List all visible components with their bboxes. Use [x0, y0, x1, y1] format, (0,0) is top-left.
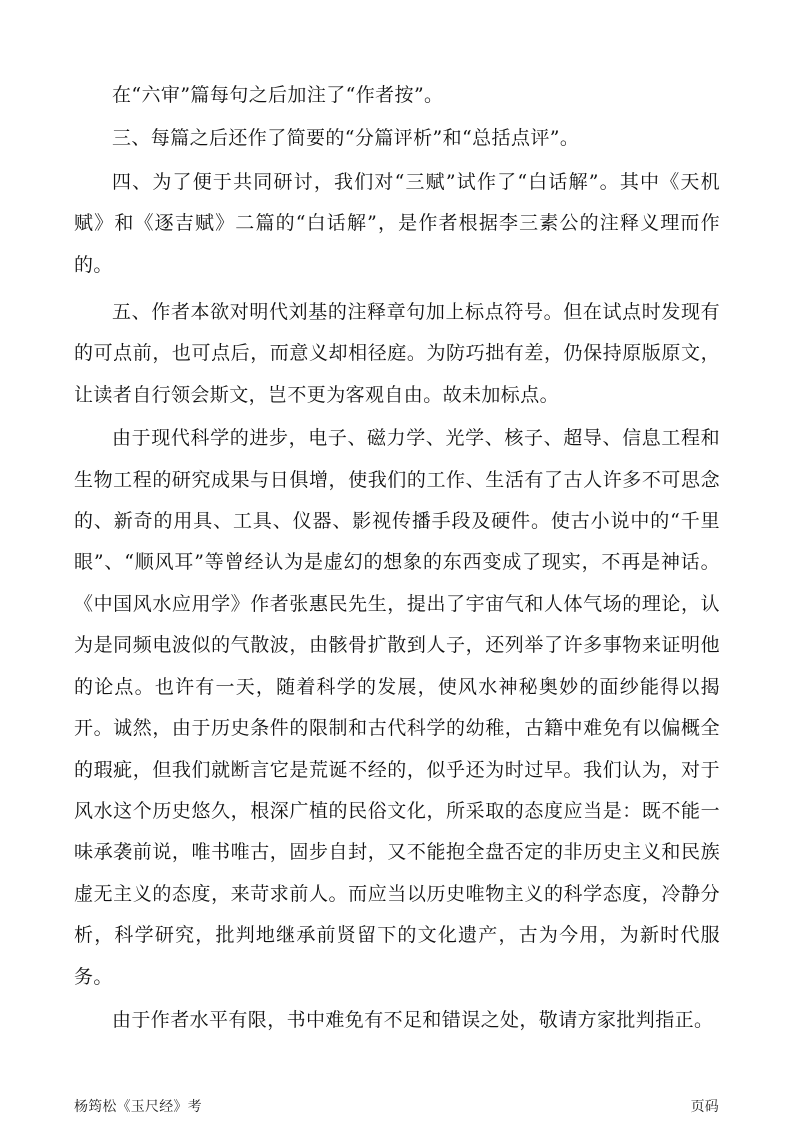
paragraph-continuation: 在“六审”篇每句之后加注了“作者按”。: [112, 84, 444, 106]
paragraph-item-five: 五、作者本欲对明代刘基的注释章句加上标点符号。但在试点时发现有的可点前，也可点后，而意义却相径庭。为防巧拙有差，仍保持原版原文，让读者自行领会斯文，岂不更为客观自由。故未加标点。: [74, 301, 720, 406]
footer-page-number: 页码: [690, 1099, 719, 1115]
paragraph-closing-note: 由于作者水平有限，书中难免有不足和错误之处，敬请方家批判指正。: [112, 1008, 714, 1031]
paragraph-item-four: 四、为了便于共同研讨，我们对“三赋”试作了“白话解”。其中《天机赋》和《逐吉赋》二篇的“白话解”，是作者根据李三素公的注释义理而作的。: [74, 170, 720, 276]
document-body: [74, 75, 720, 1041]
footer-book-title: 杨筠松《玉尺经》考: [74, 1099, 202, 1115]
paragraph-item-three: 三、每篇之后还作了简要的“分篇评析”和“总括点评”。: [112, 127, 580, 150]
paragraph-science-discussion: 由于现代科学的进步，电子、磁力学、光学、核子、超导、信息工程和生物工程的研究成果与日俱增，使我们的工作、生活有了古人许多不可思念的、新奇的用具、工具、仪器、影视传播手段及硬件。使古小说中的“千里眼”、“顺风耳”等曾经认为是虚幻的想象的东西变成了现实，不再是神话。《中国风水应用学》作者张惠民先生，提出了宇宙气和人体气场的理论，认为是同频电波似的气散波，由骸骨扩散到人子，还列举了许多事物来证明他的论点。也许有一天，随着科学的发展，使风水神秘奥妙的面纱能得以揭开。诚然，由于历史条件的限制和古代科学的幼稚，古籍中难免有以偏概全的瑕疵，但我们就断言它是荒诞不经的，似乎还为时过早。我们认为，对于风水这个历史悠久，根深广植的民俗文化，所采取的态度应当是：既不能一味承袭前说，唯书唯古，固步自封，又不能抱全盘否定的非历史主义和民族虚无主义的态度，来苛求前人。而应当以历史唯物主义的科学态度，冷静分析，科学研究，批判地继承前贤留下的文化遗产，古为今用，为新时代服务。: [74, 427, 720, 988]
